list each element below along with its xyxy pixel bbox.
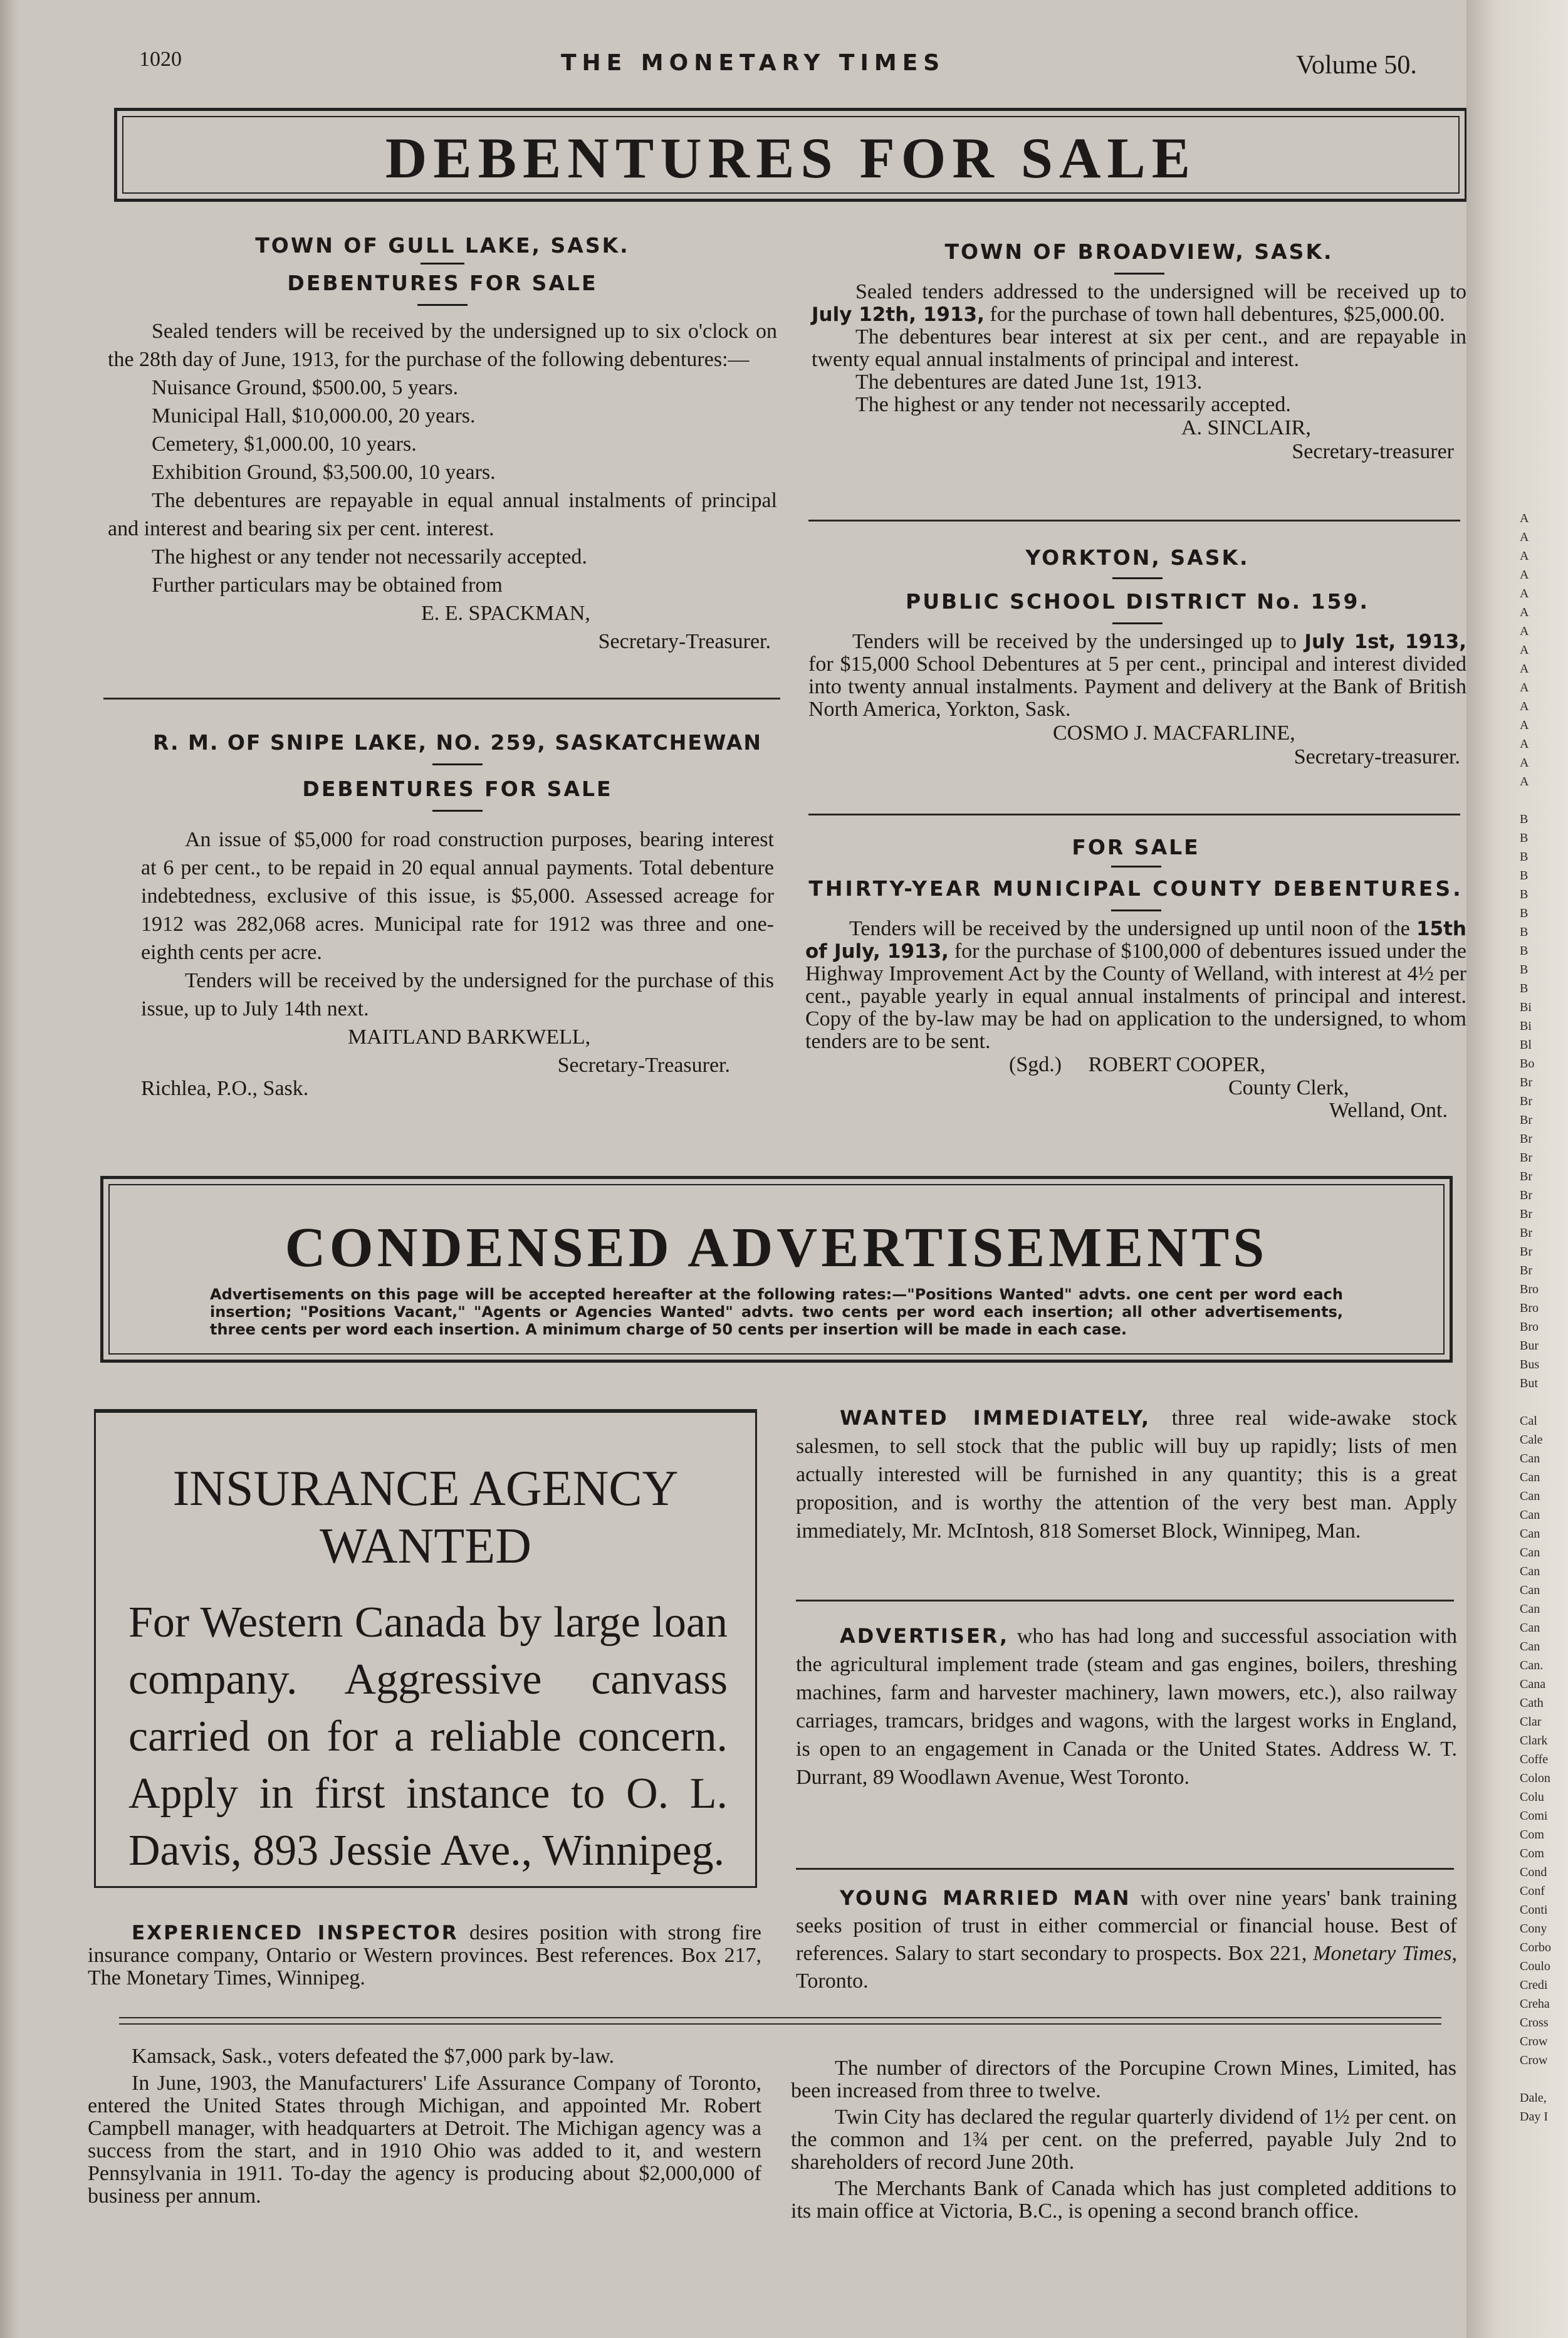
broadview-signer: A. SINCLAIR, [1181, 416, 1311, 439]
snipe-lake-para: An issue of $5,000 for road construction purposes, bearing interest at 6 per cent., to be repaid in 20 equal annual payments. Total debenture indebtedness, exclusive of this issue, is $5,000. Assessed acreage for 1912 was 282,068 acres. Municipal rate for 1912 was three and one-eighth cents per acre. [141, 828, 774, 964]
gull-lake-notice [108, 233, 777, 656]
young-man-ad-text: YOUNG MARRIED MAN with over nine years' bank training seeks position of trust in either commercial or financial house. Best of references. Salary to start secondary to prospects. Box 221, Monetary Times, Toronto. [796, 1886, 1457, 1993]
gull-lake-para: Further particulars may be obtained from [152, 574, 503, 597]
gull-lake-signer-title: Secretary-Treasurer. [598, 630, 771, 653]
news-item: The Merchants Bank of Canada which has just completed additions to its main office at Victoria, B.C., is opening a second branch office. [791, 2177, 1456, 2223]
condensed-ads-banner [100, 1176, 1453, 1363]
young-married-man-ad [796, 1884, 1457, 1995]
page-number: 1020 [139, 48, 182, 71]
broadview-para: The debentures bear interest at six per cent., and are repayable in twenty equal annual instalments of principal and interest. [812, 325, 1466, 371]
insurance-agency-ad [94, 1409, 757, 1888]
publication-name: THE MONETARY TIMES [561, 50, 946, 76]
wanted-ad [796, 1404, 1457, 1545]
welland-title: FOR SALE [1072, 835, 1200, 859]
gull-lake-item: Municipal Hall, $10,000.00, 20 years. [152, 404, 476, 427]
inspector-ad [88, 1922, 761, 1989]
news-item: The number of directors of the Porcupine Crown Mines, Limited, has been increased from three to twelve. [791, 2057, 1456, 2102]
column-rule [808, 520, 1460, 522]
gull-lake-subtitle: DEBENTURES FOR SALE [287, 271, 598, 295]
welland-signer-title: County Clerk, [1228, 1076, 1349, 1099]
broadview-notice [812, 239, 1466, 464]
news-item: In June, 1903, the Manufacturers' Life Assurance Company of Toronto, entered the United States through Michigan, and appointed Mr. Robert Campbell manager, with headquarters at Detroit. The Michigan agency was a success from the start, and in 1910 Ohio was added to it, and western Pennsylvania in 1911. To-day the agency is producing about $2,000,000 of business per annum. [88, 2072, 761, 2208]
yorkton-para: Tenders will be received by the undersinged up to July 1st, 1913, for $15,000 School Debentures at 5 per cent., principal and interest divided into twenty annual instalments. Payment and delivery at the Bank of British North America, Yorkton, Sask. [808, 630, 1466, 721]
yorkton-signer: COSMO J. MACFARLINE, [1053, 721, 1295, 745]
inspector-ad-text: EXPERIENCED INSPECTOR desires position with strong fire insurance company, Ontario or Western provinces. Best references. Box 217, The Monetary Times, Winnipeg. [88, 1921, 761, 1989]
gull-lake-para: The highest or any tender not necessarily accepted. [152, 545, 587, 569]
welland-para: Tenders will be received by the undersigned up until noon of the 15th of July, 1913, for the purchase of $100,000 of debentures issued under the Highway Improvement Act by the County of Welland, with interest at 4½ per cent., payable yearly in equal annual instalments of principal and interest. Copy of the by-law may be had on application to the undersigned, to whom tenders are to be sent. [805, 917, 1467, 1053]
gull-lake-item: Cemetery, $1,000.00, 10 years. [152, 432, 417, 456]
news-right [791, 2057, 1456, 2223]
snipe-lake-signer-title: Secretary-Treasurer. [557, 1054, 730, 1077]
news-item: Kamsack, Sask., voters defeated the $7,000 park by-law. [132, 2045, 615, 2068]
gull-lake-title: TOWN OF GULL LAKE, SASK. [255, 233, 630, 258]
ad-rule [796, 1600, 1454, 1601]
ad-rule [796, 1868, 1454, 1870]
adjacent-page-edge [1466, 0, 1568, 2338]
condensed-ads-title: CONDENSED ADVERTISEMENTS [285, 1217, 1268, 1279]
snipe-lake-address: Richlea, P.O., Sask. [141, 1077, 309, 1100]
snipe-lake-para: Tenders will be received by the undersigned for the purchase of this issue, up to July 14th next. [141, 969, 774, 1020]
debentures-banner-title: DEBENTURES FOR SALE [385, 126, 1197, 190]
broadview-para: The highest or any tender not necessarily accepted. [855, 393, 1291, 416]
welland-notice [805, 835, 1466, 1122]
column-rule [808, 814, 1460, 815]
double-rule-top [119, 2017, 1441, 2018]
gull-lake-intro: Sealed tenders will be received by the undersigned up to six o'clock on the 28th day of June, 1913, for the purchase of the following debentures:— [108, 320, 777, 371]
gull-lake-para: The debentures are repayable in equal annual instalments of principal and interest and bearing six per cent. interest. [108, 489, 777, 540]
yorkton-notice [808, 545, 1466, 768]
insurance-ad-subtitle: WANTED [320, 1519, 531, 1574]
adjacent-page-fragments: A A A A A A A A A A A A A A A B B B B B B B B B B Bi Bi Bl Bo Br Br Br Br Br Br Br Br Br Br Br Bro Bro Bro Bur Bus But Cal Cale Can Can Can Can Can Can Can Can Can Can Can Can. Cana Cath Clar Clark Coffe Colon Colu Comi Com Com Cond Conf Conti Cony Corbo Coulo Credi Creha Cross Crow Crow Dale, Day I [1520, 511, 1551, 2124]
broadview-title: TOWN OF BROADVIEW, SASK. [944, 239, 1334, 264]
snipe-lake-signer: MAITLAND BARKWELL, [348, 1025, 591, 1049]
wanted-ad-text: WANTED IMMEDIATELY, three real wide-awake stock salesmen, to sell stock that the public will buy up rapidly; lists of men actually interested will be furnished in any quantity; this is a great proposition, and is worthy the attention of the very best man. Apply immediately, Mr. McIntosh, 818 Somerset Block, Winnipeg, Man. [796, 1406, 1457, 1543]
yorkton-title: YORKTON, SASK. [1025, 545, 1250, 570]
welland-subtitle: THIRTY-YEAR MUNICIPAL COUNTY DEBENTURES. [808, 876, 1463, 901]
news-left [88, 2045, 761, 2208]
broadview-para: Sealed tenders addressed to the undersigned will be received up to July 12th, 1913, for the purchase of town hall debentures, $25,000.00. [812, 280, 1466, 326]
welland-signer-place: Welland, Ont. [1329, 1099, 1448, 1122]
snipe-lake-subtitle: DEBENTURES FOR SALE [302, 777, 613, 801]
insurance-ad-body: For Western Canada by large loan company. Aggressive canvass carried on for a reliable concern. Apply in first instance to O. L. Davis, 893 Jessie Ave., Winnipeg. [128, 1598, 728, 1875]
gull-lake-signer: E. E. SPACKMAN, [421, 602, 590, 625]
news-item: Twin City has declared the regular quarterly dividend of 1½ per cent. on the common and 1¾ per cent. on the preferred, payable July 2nd to shareholders of record June 20th. [791, 2105, 1456, 2174]
yorkton-signer-title: Secretary-treasurer. [1294, 745, 1460, 768]
snipe-lake-notice [141, 730, 774, 1103]
snipe-lake-title: R. M. OF SNIPE LAKE, NO. 259, SASKATCHEWAN [152, 730, 763, 755]
advertiser-ad [796, 1622, 1457, 1791]
broadview-para: The debentures are dated June 1st, 1913. [855, 370, 1203, 394]
gull-lake-item: Exhibition Ground, $3,500.00, 10 years. [152, 461, 496, 484]
volume-label: Volume 50. [1296, 51, 1417, 80]
debentures-banner [114, 108, 1468, 202]
gull-lake-item: Nuisance Ground, $500.00, 5 years. [152, 376, 459, 399]
double-rule-bottom [119, 2023, 1441, 2025]
advertiser-ad-text: ADVERTISER, who has had long and successful association with the agricultural implement trade (steam and gas engines, boilers, threshing machines, farm and harvester machinery, lawn mowers, etc.), also railway carriages, tramcars, bridges and wagons, with the largest works in England, is open to an engagement in Canada or the United States. Address W. T. Durrant, 89 Woodlawn Avenue, West Toronto. [796, 1624, 1457, 1789]
condensed-ads-rates: Advertisements on this page will be accepted hereafter at the following rates:—"Positions Wanted" advts. one cent per word each insertion; "Positions Vacant," "Agents or Agencies Wanted" advts. two cents per word each insertion; all other advertisements, three cents per word each insertion. A minimum charge of 50 cents per insertion will be made in each case. [210, 1286, 1343, 1338]
broadview-signer-title: Secretary-treasurer [1292, 440, 1454, 463]
binding-shadow [0, 0, 19, 2338]
welland-signer: (Sgd.) ROBERT COOPER, [1009, 1053, 1266, 1076]
column-rule [103, 698, 780, 700]
yorkton-subtitle: PUBLIC SCHOOL DISTRICT No. 159. [906, 589, 1369, 614]
insurance-ad-title: INSURANCE AGENCY [172, 1461, 679, 1516]
